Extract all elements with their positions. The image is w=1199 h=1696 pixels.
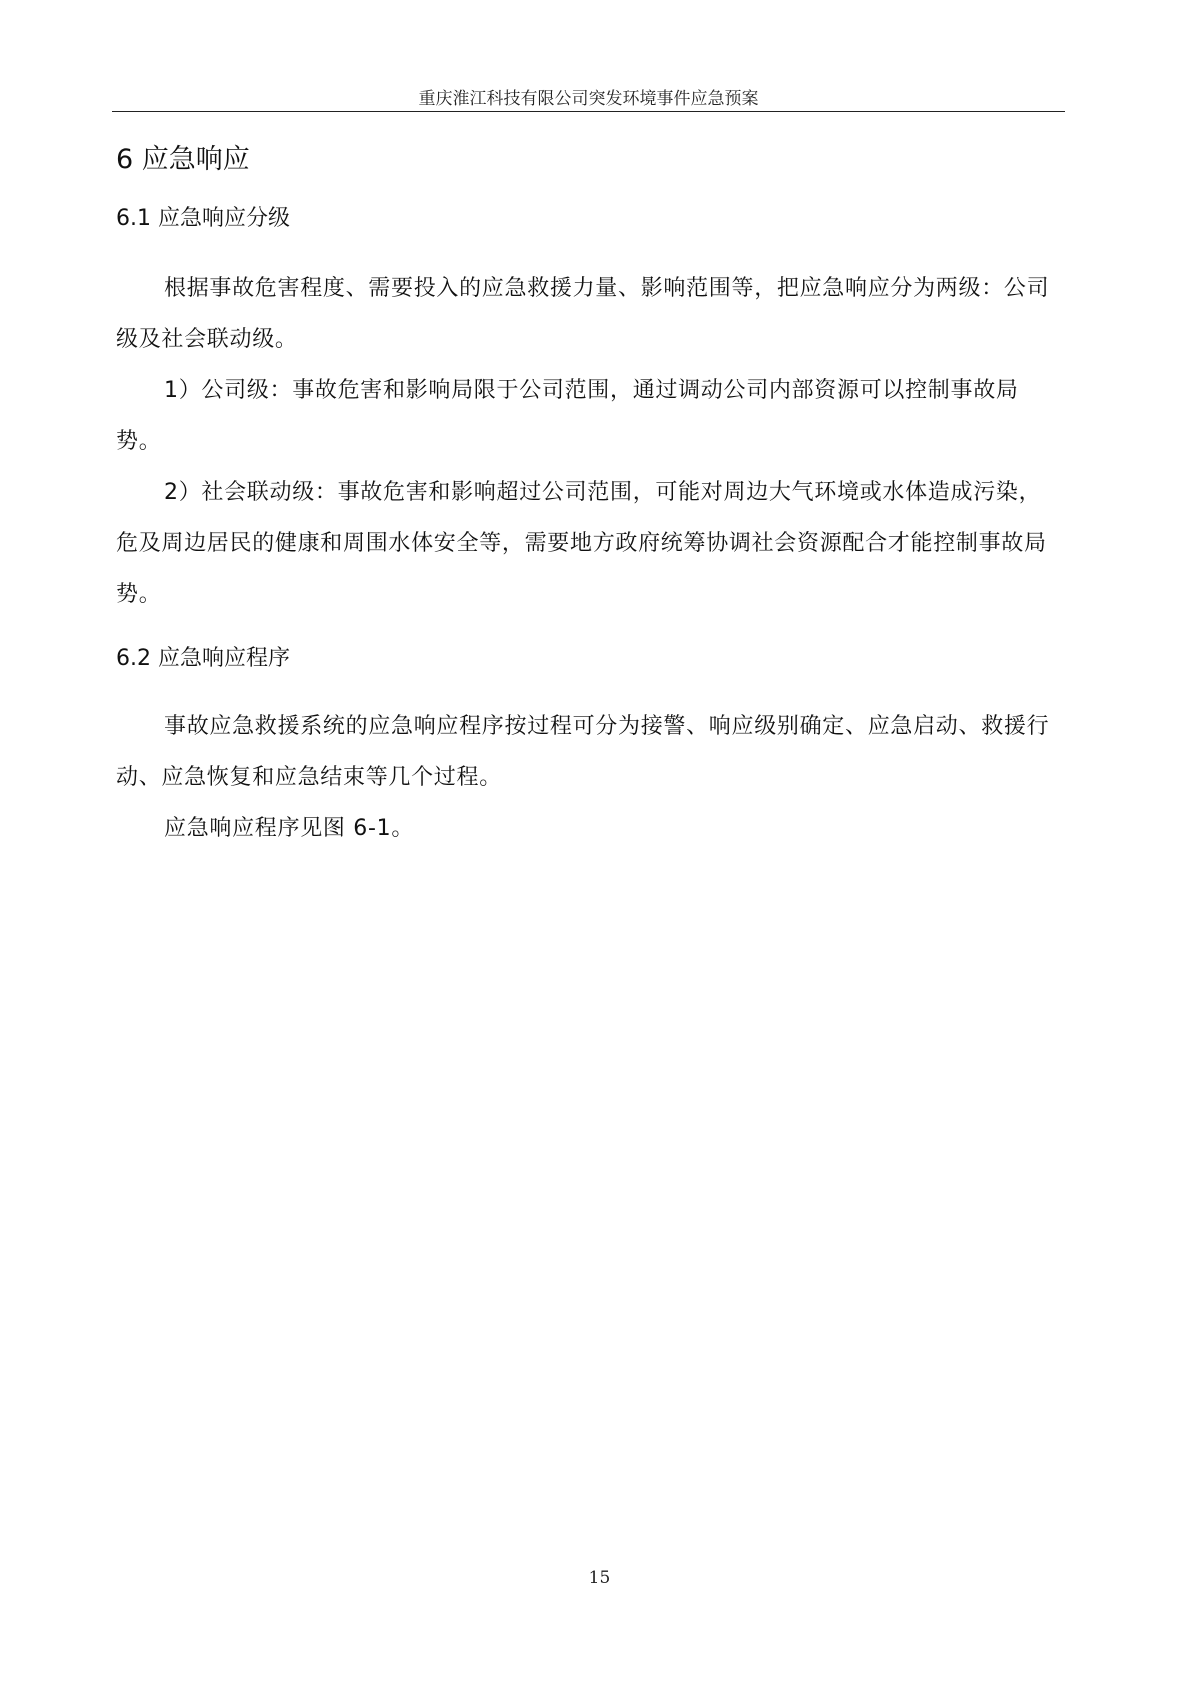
document-body bbox=[116, 138, 1056, 854]
page-header: 重庆淮江科技有限公司突发环境事件应急预案 bbox=[418, 89, 759, 109]
header-rule bbox=[112, 111, 1065, 112]
section-title: 6 应急响应 bbox=[116, 144, 250, 175]
paragraph-company-level: 1）公司级：事故危害和影响局限于公司范围，通过调动公司内部资源可以控制事故局势。 bbox=[116, 378, 1019, 454]
paragraph-response-levels: 根据事故危害程度、需要投入的应急救援力量、影响范围等，把应急响应分为两级：公司级及社会联动级。 bbox=[116, 276, 1050, 352]
paragraph-figure-reference: 应急响应程序见图 6-1。 bbox=[164, 816, 415, 841]
paragraph-response-procedure: 事故应急救援系统的应急响应程序按过程可分为接警、响应级别确定、应急启动、救援行动、应急恢复和应急结束等几个过程。 bbox=[116, 714, 1050, 790]
subsection-title-6-1: 6.1 应急响应分级 bbox=[116, 206, 290, 231]
paragraph-social-linkage-level: 2）社会联动级：事故危害和影响超过公司范围，可能对周边大气环境或水体造成污染，危及周边居民的健康和周围水体安全等，需要地方政府统筹协调社会资源配合才能控制事故局势。 bbox=[116, 480, 1047, 607]
subsection-title-6-2: 6.2 应急响应程序 bbox=[116, 646, 290, 671]
page-number: 15 bbox=[588, 1568, 611, 1588]
